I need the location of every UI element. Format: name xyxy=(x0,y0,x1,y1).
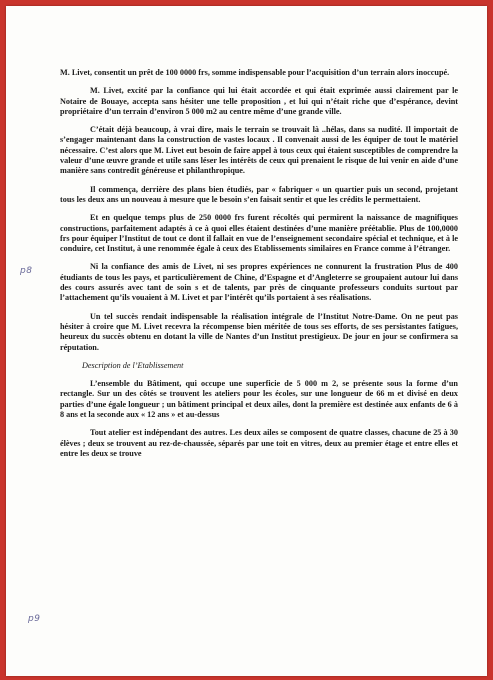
paragraph: Tout atelier est indépendant des autres. Les deux ailes se composent de quatre classes, chacune de 25 à 30 élèves ; deux se trouvent au rez-de-chaussée, séparés par une toit en vitres, deux au premier étage et entre elles et entre les deux se trouve xyxy=(60,428,458,458)
paragraph: M. Livet, excité par la confiance qui lui était accordée et qui était exprimée aussi clairement par le Notaire de Bouaye, accepta sans hésiter une telle proposition , et lui qui n’était riche que d’espérance, devint propriétaire d’un terrain d’environ 5 000 m2 au centre même d’une grande ville. xyxy=(60,86,458,116)
paragraph: Il commença, derrière des plans bien étudiés, par « fabriquer « un quartier puis un second, projetant tous les deux ans un nouveau à mesure que le besoin s’en faisait sentir et que les crédits le permettaient. xyxy=(60,184,458,204)
paragraph: Un tel succès rendait indispensable la réalisation intégrale de l’Institut Notre-Dame. On ne peut pas hésiter à croire que M. Livet recevra la récompense bien méritée de tous ses efforts, de ses persistantes fatigues, heureux du succès obtenu en dotant la ville de Nantes d’un Institut prestigieux. De jour en jour se confirmera sa réputation. xyxy=(60,311,458,352)
paragraph: Et en quelque temps plus de 250 0000 frs furent récoltés qui permirent la naissance de magnifiques constructions, parfaitement adaptés à ce à quoi elles étaient destinées d’une manière préétablie. Plus de 100,0000 frs pour équiper l’Institut de tout ce dont il fallait en vue de l’enseignement secondaire spécial et technique, et à le conduire, cet Institut, à une renommée égale à ceux des Etablissements similaires en France comme à l’étranger. xyxy=(60,213,458,254)
document-page xyxy=(6,6,487,676)
paragraph: L’ensemble du Bâtiment, qui occupe une superficie de 5 000 m 2, se présente sous la forme d’un rectangle. Sur un des côtés se trouvent les ateliers pour les écoles, sur une longueur de 66 m et divisé en deux parties d’une égale longueur ; un bâtiment principal et deux ailes, dont la première est destinée aux enfants de 6 à 8 ans et la seconde aux « 12 ans » et au-dessus xyxy=(60,379,458,420)
margin-note-p8: p8 xyxy=(20,266,33,276)
margin-note-p9: p9 xyxy=(28,614,41,624)
paragraph: C’était déjà beaucoup, à vrai dire, mais le terrain se trouvait là ..hélas, dans sa nudité. Il importait de s’engager maintenant dans la construction de vastes locaux . Il convenait aussi de les équiper de tout le matériel nécessaire. C’est alors que M. Livet eut besoin de faire appel à tous ceux qui étaient susceptibles de comprendre la valeur d’une œuvre grande et utile sans léser les intérêts de ceux qui prenaient le risque de lui venir en aide d’une manière sans contredit généreuse et philanthropique. xyxy=(60,125,458,176)
paragraph: Ni la confiance des amis de Livet, ni ses propres expériences ne connurent la frustration Plus de 400 étudiants de tous les pays, et particulièrement de Chine, d’Espagne et d’Angleterre se groupaient autour lui dans des cours assurés avec tant de soin s et de talents, par près de cinquante professeurs conduits surtout par l’attachement qu’ils vouaient à M. Livet et par l’intérêt qu’ils portaient à ses réalisations. xyxy=(60,262,458,303)
body-text xyxy=(60,68,458,467)
paragraph: M. Livet, consentit un prêt de 100 0000 frs, somme indispensable pour l’acquisition d’un terrain alors inoccupé. xyxy=(60,68,450,77)
section-heading: Description de l’Etablissement xyxy=(82,360,184,370)
